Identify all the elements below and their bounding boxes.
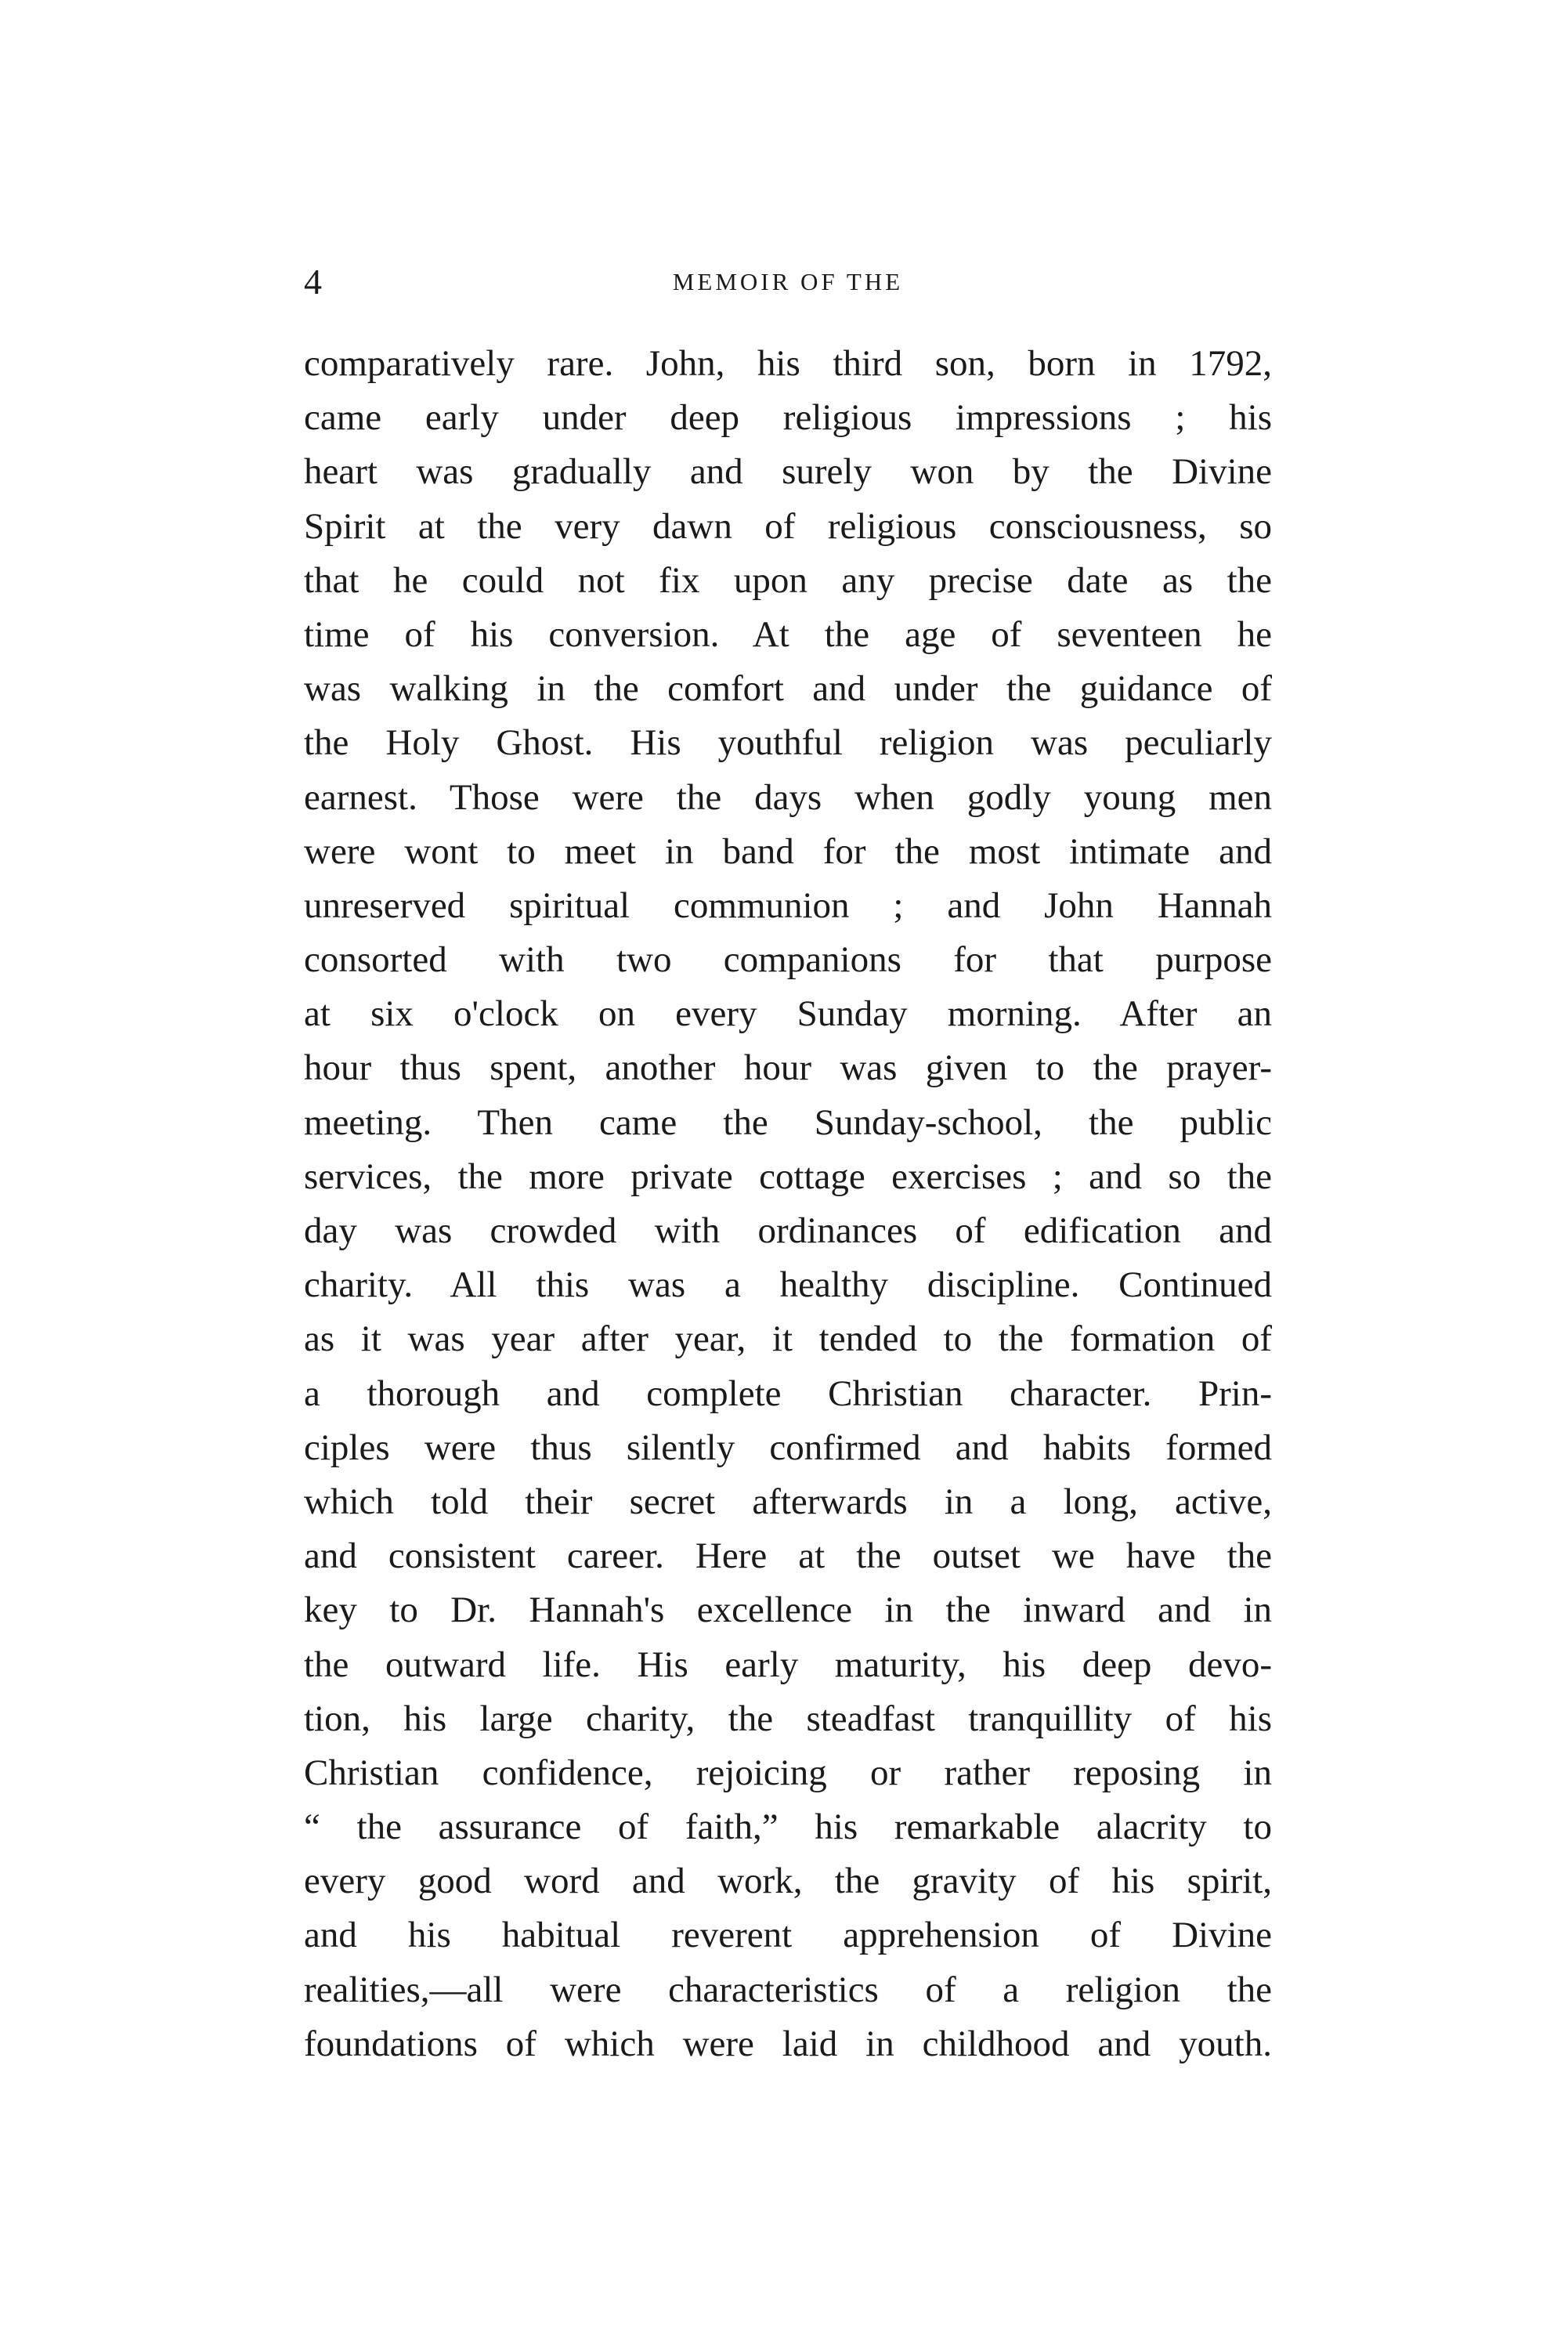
text-line: that he could not fix upon any precise date as the xyxy=(304,559,1272,601)
text-line: “ the assurance of faith,” his remarkable alacrity to xyxy=(304,1807,1272,1848)
text-line: hour thus spent, another hour was given to the prayer- xyxy=(304,1047,1272,1089)
text-line: comparatively rare. John, his third son, born in 1792, xyxy=(304,343,1272,384)
text-line: came early under deep religious impressions ; his xyxy=(304,397,1272,439)
text-line: earnest. Those were the days when godly young men xyxy=(304,776,1272,818)
text-line: ciples were thus silently confirmed and habits formed xyxy=(304,1427,1272,1468)
text-line: was walking in the comfort and under the guidance of xyxy=(304,668,1272,710)
text-line: a thorough and complete Christian character. Prin- xyxy=(304,1373,1272,1414)
text-line: the Holy Ghost. His youthful religion was peculiarly xyxy=(304,722,1272,764)
text-line: heart was gradually and surely won by the Divine xyxy=(304,451,1272,493)
text-line: the outward life. His early maturity, his deep devo- xyxy=(304,1644,1272,1685)
running-head xyxy=(304,259,1272,306)
text-line: as it was year after year, it tended to the formation of xyxy=(304,1318,1272,1360)
text-line: which told their secret afterwards in a long, active, xyxy=(304,1481,1272,1522)
text-line: and his habitual reverent apprehension of Divine xyxy=(304,1915,1272,1956)
text-line: and consistent career. Here at the outset we have the xyxy=(304,1535,1272,1577)
text-line: every good word and work, the gravity of his spirit, xyxy=(304,1861,1272,1902)
running-title: MEMOIR OF THE xyxy=(672,268,904,295)
text-line: were wont to meet in band for the most intimate and xyxy=(304,830,1272,872)
page-number: 4 xyxy=(304,262,322,302)
text-line: Spirit at the very dawn of religious consciousness, so xyxy=(304,505,1272,547)
text-line: key to Dr. Hannah's excellence in the inward and in xyxy=(304,1590,1272,1631)
text-line: charity. All this was a healthy discipline. Continued xyxy=(304,1264,1272,1306)
text-line: consorted with two companions for that purpose xyxy=(304,939,1272,981)
text-line: unreserved spiritual communion ; and John Hannah xyxy=(304,884,1272,926)
text-line: day was crowded with ordinances of edification and xyxy=(304,1210,1272,1251)
text-line: meeting. Then came the Sunday-school, the public xyxy=(304,1101,1272,1143)
text-line: services, the more private cottage exercises ; and so the xyxy=(304,1156,1272,1197)
text-line: Christian confidence, rejoicing or rather reposing in xyxy=(304,1752,1272,1793)
text-line: time of his conversion. At the age of seventeen he xyxy=(304,613,1272,655)
text-line: foundations of which were laid in childhood and youth. xyxy=(304,2023,1272,2064)
text-line: tion, his large charity, the steadfast tranquillity of his xyxy=(304,1698,1272,1739)
body-paragraph xyxy=(304,337,1272,2071)
text-line: realities,—all were characteristics of a religion the xyxy=(304,1969,1272,2010)
text-line: at six o'clock on every Sunday morning. After an xyxy=(304,993,1272,1035)
